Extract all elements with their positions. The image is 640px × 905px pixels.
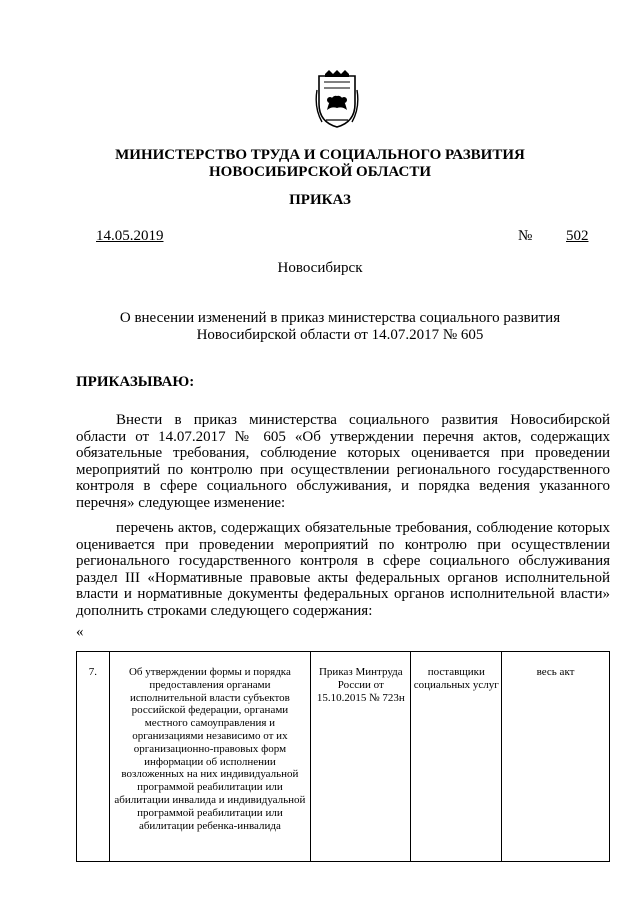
act-name: Об утверждении формы и порядка предоставления органами исполнительной власти субъектов российской федерации, органами местного самоуправления и организациями независимо от их организационно-правовых форм информации об исполнении возложенных на них индивидуальной программой реабилитации или абилитации инвалида и индивидуальной программой реабилитации или абилитации ребенка-инвалида (109, 652, 310, 862)
act-subjects: поставщики социальных услуг (411, 652, 502, 862)
acts-table (76, 651, 610, 862)
order-number: 502 (566, 228, 589, 244)
ministry-title-line2: НОВОСИБИРСКОЙ ОБЛАСТИ (208, 164, 432, 180)
number-sign: № (518, 228, 533, 244)
act-details: Приказ Минтруда России от 15.10.2015 № 723н (311, 652, 411, 862)
city: Новосибирск (277, 260, 363, 276)
orders-heading: ПРИКАЗЫВАЮ: (76, 374, 195, 390)
order-date: 14.05.2019 (96, 228, 164, 244)
paragraph-1: Внести в приказ министерства социального развития Новосибирской области от 14.07.2017 № 605 «Об утверждении перечня актов, содержащих обязательные требования, соблюдение которых оценивается при проведении мероприятий по контролю при осуществлении регионального государственного контроля в сфере социального обслуживания, и порядка ведения указанного перечня» следующее изменение: (76, 412, 610, 511)
act-scope: весь акт (502, 652, 610, 862)
document-type: ПРИКАЗ (289, 192, 351, 208)
ministry-title (0, 147, 640, 181)
ministry-title-line1: МИНИСТЕРСТВО ТРУДА И СОЦИАЛЬНОГО РАЗВИТИЯ (115, 147, 525, 163)
open-quote: « (76, 624, 84, 640)
order-subject: О внесении изменений в приказ министерства социального развития Новосибирской области от 14.07.2017 № 605 (119, 310, 561, 343)
row-number: 7. (77, 652, 110, 862)
paragraph-2: перечень актов, содержащих обязательные требования, соблюдение которых оценивается при проведении мероприятий по контролю при осуществлении регионального государственного контроля в сфере социального обслуживания раздел III «Нормативные правовые акты федеральных органов исполнительной власти и нормативные документы федеральных органов исполнительной власти» дополнить строками следующего содержания: (76, 520, 610, 619)
table-row (77, 652, 610, 862)
coat-of-arms-icon (314, 70, 360, 130)
